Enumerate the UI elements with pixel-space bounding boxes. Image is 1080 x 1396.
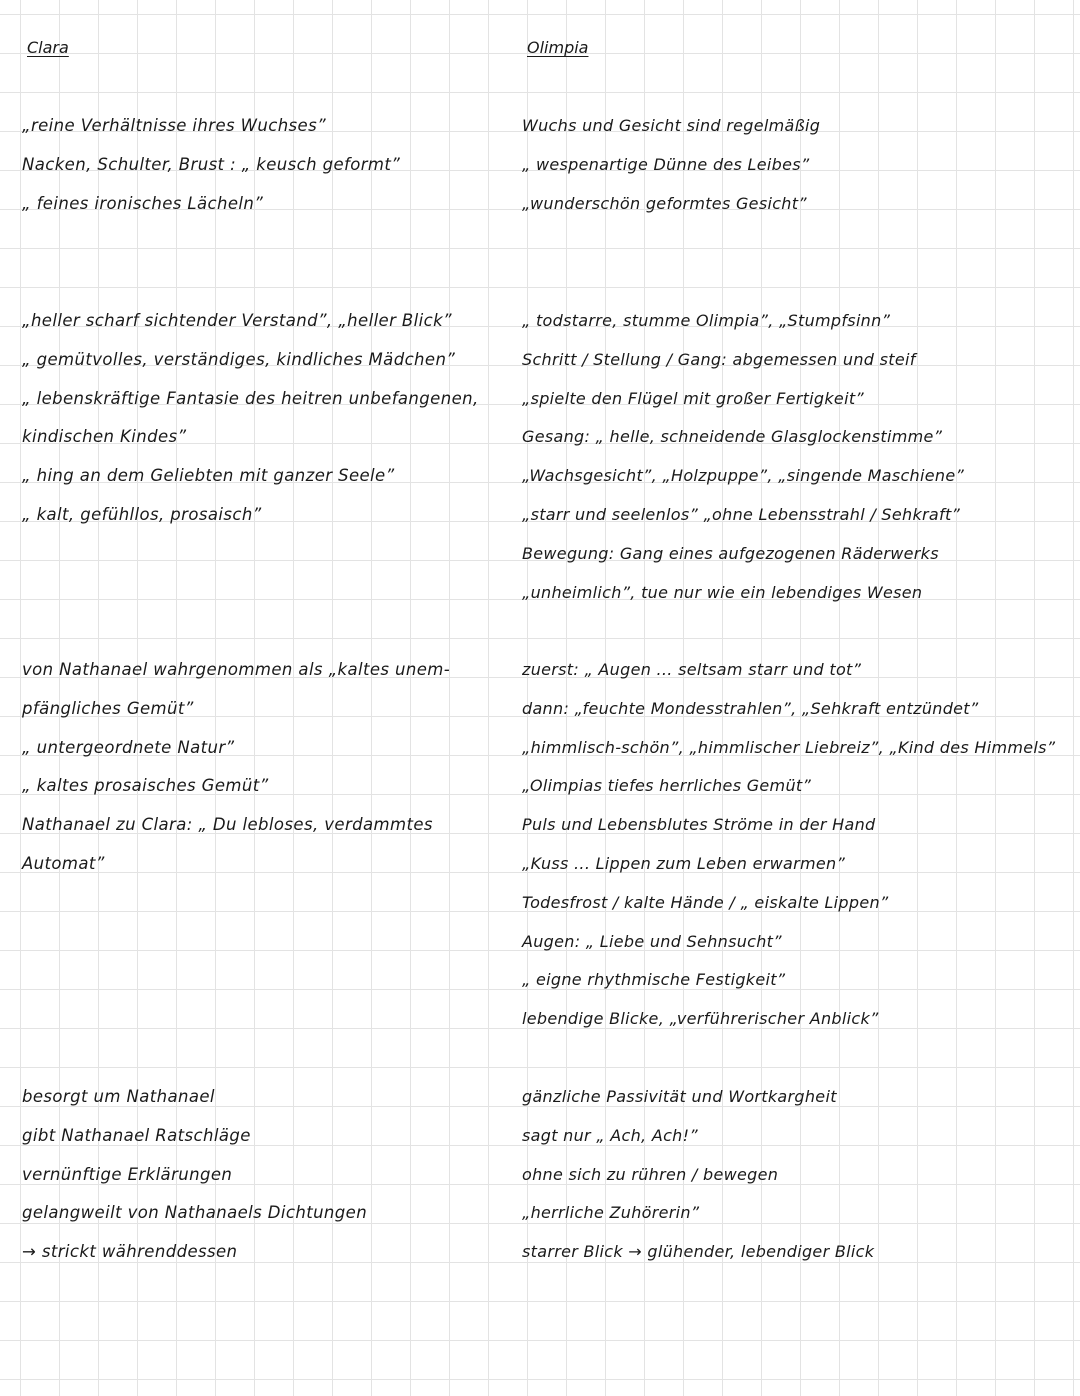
note-line: zuerst: „ Augen ... seltsam starr und tot”	[522, 660, 862, 679]
note-line: Bewegung: Gang eines aufgezogenen Räderwerks	[522, 543, 939, 563]
olimpia-section-character	[522, 302, 964, 612]
note-line: vernünftige Erklärungen	[22, 1164, 233, 1184]
note-line: „ wespenartige Dünne des Leibes”	[522, 154, 810, 174]
note-line: von Nathanael wahrgenommen als „kaltes unem-	[22, 660, 451, 679]
note-line: „ gemütvolles, verständiges, kindliches Mädchen”	[22, 349, 456, 369]
note-line: Augen: „ Liebe und Sehnsucht”	[522, 931, 782, 951]
clara-section-perception	[22, 651, 450, 884]
olimpia-section-appearance	[522, 107, 820, 223]
note-line: Wuchs und Gesicht sind regelmäßig	[522, 116, 821, 135]
note-line: „heller scharf sichtender Verstand”, „heller Blick”	[22, 311, 452, 330]
note-line: „unheimlich”, tue nur wie ein lebendiges Wesen	[522, 582, 923, 602]
note-line: lebendige Blicke, „verführerischer Anblick”	[522, 1009, 879, 1029]
note-line: „reine Verhältnisse ihres Wuchses”	[22, 116, 327, 135]
note-line: pfängliches Gemüt”	[22, 698, 194, 718]
note-line: gänzliche Passivität und Wortkargheit	[522, 1087, 837, 1106]
clara-section-character	[22, 302, 479, 535]
note-line: gibt Nathanael Ratschläge	[22, 1125, 251, 1145]
note-line: ohne sich zu rühren / bewegen	[522, 1164, 779, 1184]
olimpia-heading: Olimpia	[527, 38, 589, 57]
note-line: „ feines ironisches Lächeln”	[22, 193, 264, 213]
note-line: „ lebenskräftige Fantasie des heitren unbefangenen,	[22, 388, 479, 408]
clara-heading: Clara	[27, 38, 69, 57]
note-line: kindischen Kindes”	[22, 427, 187, 447]
note-line: Gesang: „ helle, schneidende Glasglockenstimme”	[522, 427, 943, 447]
note-line: „ hing an dem Geliebten mit ganzer Seele”	[22, 466, 395, 486]
olimpia-section-behavior	[522, 1078, 874, 1272]
note-line: „ kaltes prosaisches Gemüt”	[22, 776, 269, 796]
note-line: „Olimpias tiefes herrliches Gemüt”	[522, 776, 812, 796]
note-line: Automat”	[22, 853, 105, 873]
olimpia-section-perception	[522, 651, 1055, 1039]
clara-section-appearance	[22, 107, 400, 223]
note-line: sagt nur „ Ach, Ach!”	[522, 1125, 698, 1145]
note-line: „starr und seelenlos” „ohne Lebensstrahl / Sehkraft”	[522, 504, 961, 524]
note-line: „ untergeordnete Natur”	[22, 737, 235, 757]
note-line: „herrliche Zuhörerin”	[522, 1203, 700, 1223]
note-line: Todesfrost / kalte Hände / „ eiskalte Lippen”	[522, 892, 889, 912]
note-line: „ todstarre, stumme Olimpia”, „Stumpfsinn”	[522, 311, 891, 330]
note-line: „Kuss ... Lippen zum Leben erwarmen”	[522, 853, 846, 873]
note-line: Schritt / Stellung / Gang: abgemessen und steif	[522, 349, 916, 369]
note-line: starrer Blick → glühender, lebendiger Blick	[522, 1242, 875, 1262]
note-line: „wunderschön geformtes Gesicht”	[522, 193, 807, 213]
note-line: besorgt um Nathanael	[22, 1087, 215, 1106]
note-line: dann: „feuchte Mondesstrahlen”, „Sehkraft entzündet”	[522, 698, 979, 718]
note-line: „spielte den Flügel mit großer Fertigkeit”	[522, 388, 864, 408]
note-line: „ kalt, gefühllos, prosaisch”	[22, 504, 262, 524]
note-line: Nacken, Schulter, Brust : „ keusch geformt”	[22, 154, 401, 174]
note-line: Puls und Lebensblutes Ströme in der Hand	[522, 815, 876, 835]
note-line: gelangweilt von Nathanaels Dichtungen	[22, 1203, 368, 1223]
note-line: „Wachsgesicht”, „Holzpuppe”, „singende Maschiene”	[522, 466, 965, 486]
clara-section-behavior	[22, 1078, 367, 1272]
note-line: Nathanael zu Clara: „ Du lebloses, verdammtes	[22, 815, 433, 835]
note-line: → strickt währenddessen	[22, 1242, 238, 1262]
note-line: „ eigne rhythmische Festigkeit”	[522, 970, 786, 990]
note-line: „himmlisch-schön”, „himmlischer Liebreiz”, „Kind des Himmels”	[522, 737, 1056, 757]
